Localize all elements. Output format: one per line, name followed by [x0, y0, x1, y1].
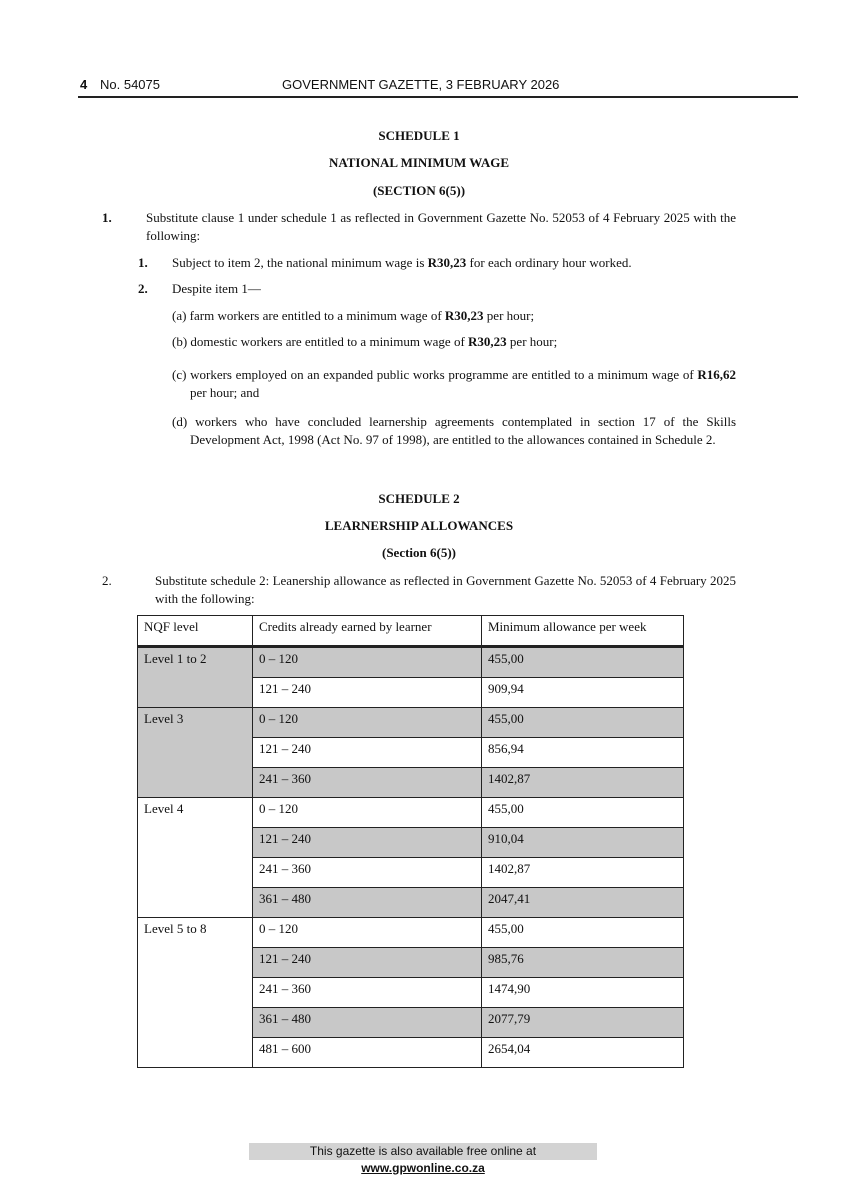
table-row: [138, 647, 684, 678]
header-rule: [78, 96, 798, 98]
footer-text: This gazette is also available free online at: [309, 1144, 537, 1158]
footer-link[interactable]: www.gpwonline.co.za: [361, 1161, 485, 1175]
allowance-cell: 1402,87: [482, 858, 684, 888]
gazette-title: GOVERNMENT GAZETTE, 3 FEBRUARY 2026: [282, 77, 560, 92]
subitem-c-amount: R16,62: [697, 367, 736, 382]
item1-amount: R30,23: [427, 255, 467, 270]
footer-banner: [249, 1143, 597, 1175]
item2-text: Despite item 1—: [172, 281, 261, 296]
item1-text: Subject to item 2, the national minimum wage is R30,23 for each ordinary hour worked.: [172, 255, 632, 270]
level-cell: Level 1 to 2: [138, 647, 253, 708]
credits-cell: 481 – 600: [253, 1038, 482, 1068]
schedule2-title: SCHEDULE 2: [378, 491, 460, 506]
issue-number: No. 54075: [100, 77, 160, 92]
subitem-d: (d) workers who have concluded learnership agreements contemplated in section 17 of the Skills Development Act, 1998 (Act No. 97 of 1998), are entitled to the allowances contained in Schedule 2.: [172, 414, 736, 447]
schedule1-title: SCHEDULE 1: [378, 128, 460, 143]
table-row: [138, 918, 684, 948]
credits-cell: 0 – 120: [253, 708, 482, 738]
allowance-cell: 909,94: [482, 678, 684, 708]
table-header-row: [138, 616, 684, 647]
header-allowance: Minimum allowance per week: [482, 616, 684, 647]
credits-cell: 121 – 240: [253, 738, 482, 768]
subitem-b: (b) domestic workers are entitled to a minimum wage of R30,23 per hour;: [172, 334, 558, 349]
schedule1-para-number: 1.: [102, 210, 112, 225]
allowance-cell: 1474,90: [482, 978, 684, 1008]
allowance-cell: 2077,79: [482, 1008, 684, 1038]
credits-cell: 0 – 120: [253, 798, 482, 828]
credits-cell: 121 – 240: [253, 948, 482, 978]
credits-cell: 241 – 360: [253, 768, 482, 798]
schedule1-section: (SECTION 6(5)): [372, 183, 466, 198]
credits-cell: 0 – 120: [253, 647, 482, 678]
schedule2-para-text: Substitute schedule 2: Leanership allowance as reflected in Government Gazette No. 52053 of 4 February 2025 with the following:: [155, 573, 736, 606]
allowance-cell: 455,00: [482, 647, 684, 678]
allowance-cell: 856,94: [482, 738, 684, 768]
credits-cell: 0 – 120: [253, 918, 482, 948]
allowance-cell: 985,76: [482, 948, 684, 978]
credits-cell: 361 – 480: [253, 888, 482, 918]
schedule2-subtitle: LEARNERSHIP ALLOWANCES: [324, 518, 514, 533]
subitem-a-amount: R30,23: [444, 308, 484, 323]
subitem-c: (c) workers employed on an expanded public works programme are entitled to a minimum wage of R16,62 per hour; and: [172, 367, 736, 400]
table-row: [138, 798, 684, 828]
page-header: [0, 77, 849, 97]
schedule1-subtitle: NATIONAL MINIMUM WAGE: [328, 155, 510, 170]
schedule2-para-number: 2.: [102, 573, 112, 588]
page-number: 4: [80, 77, 88, 92]
header-credits: Credits already earned by learner: [253, 616, 482, 647]
header-nqf-level: NQF level: [138, 616, 253, 647]
credits-cell: 121 – 240: [253, 678, 482, 708]
level-cell: Level 3: [138, 708, 253, 798]
credits-cell: 361 – 480: [253, 1008, 482, 1038]
subitem-a: (a) farm workers are entitled to a minimum wage of R30,23 per hour;: [172, 308, 535, 323]
schedule2-section: (Section 6(5)): [381, 545, 456, 560]
subitem-b-amount: R30,23: [468, 334, 507, 349]
level-cell: Level 4: [138, 798, 253, 918]
level-cell: Level 5 to 8: [138, 918, 253, 1068]
credits-cell: 241 – 360: [253, 858, 482, 888]
allowance-cell: 910,04: [482, 828, 684, 858]
item2-number: 2.: [138, 281, 148, 296]
allowance-cell: 1402,87: [482, 768, 684, 798]
allowance-table: [137, 615, 684, 1068]
item1-number: 1.: [138, 255, 148, 270]
credits-cell: 121 – 240: [253, 828, 482, 858]
allowance-cell: 455,00: [482, 918, 684, 948]
table-row: [138, 708, 684, 738]
credits-cell: 241 – 360: [253, 978, 482, 1008]
allowance-cell: 2654,04: [482, 1038, 684, 1068]
allowance-cell: 455,00: [482, 798, 684, 828]
allowance-cell: 2047,41: [482, 888, 684, 918]
schedule1-para-text: Substitute clause 1 under schedule 1 as reflected in Government Gazette No. 52053 of 4 February 2025 with the following:: [146, 210, 736, 243]
allowance-cell: 455,00: [482, 708, 684, 738]
